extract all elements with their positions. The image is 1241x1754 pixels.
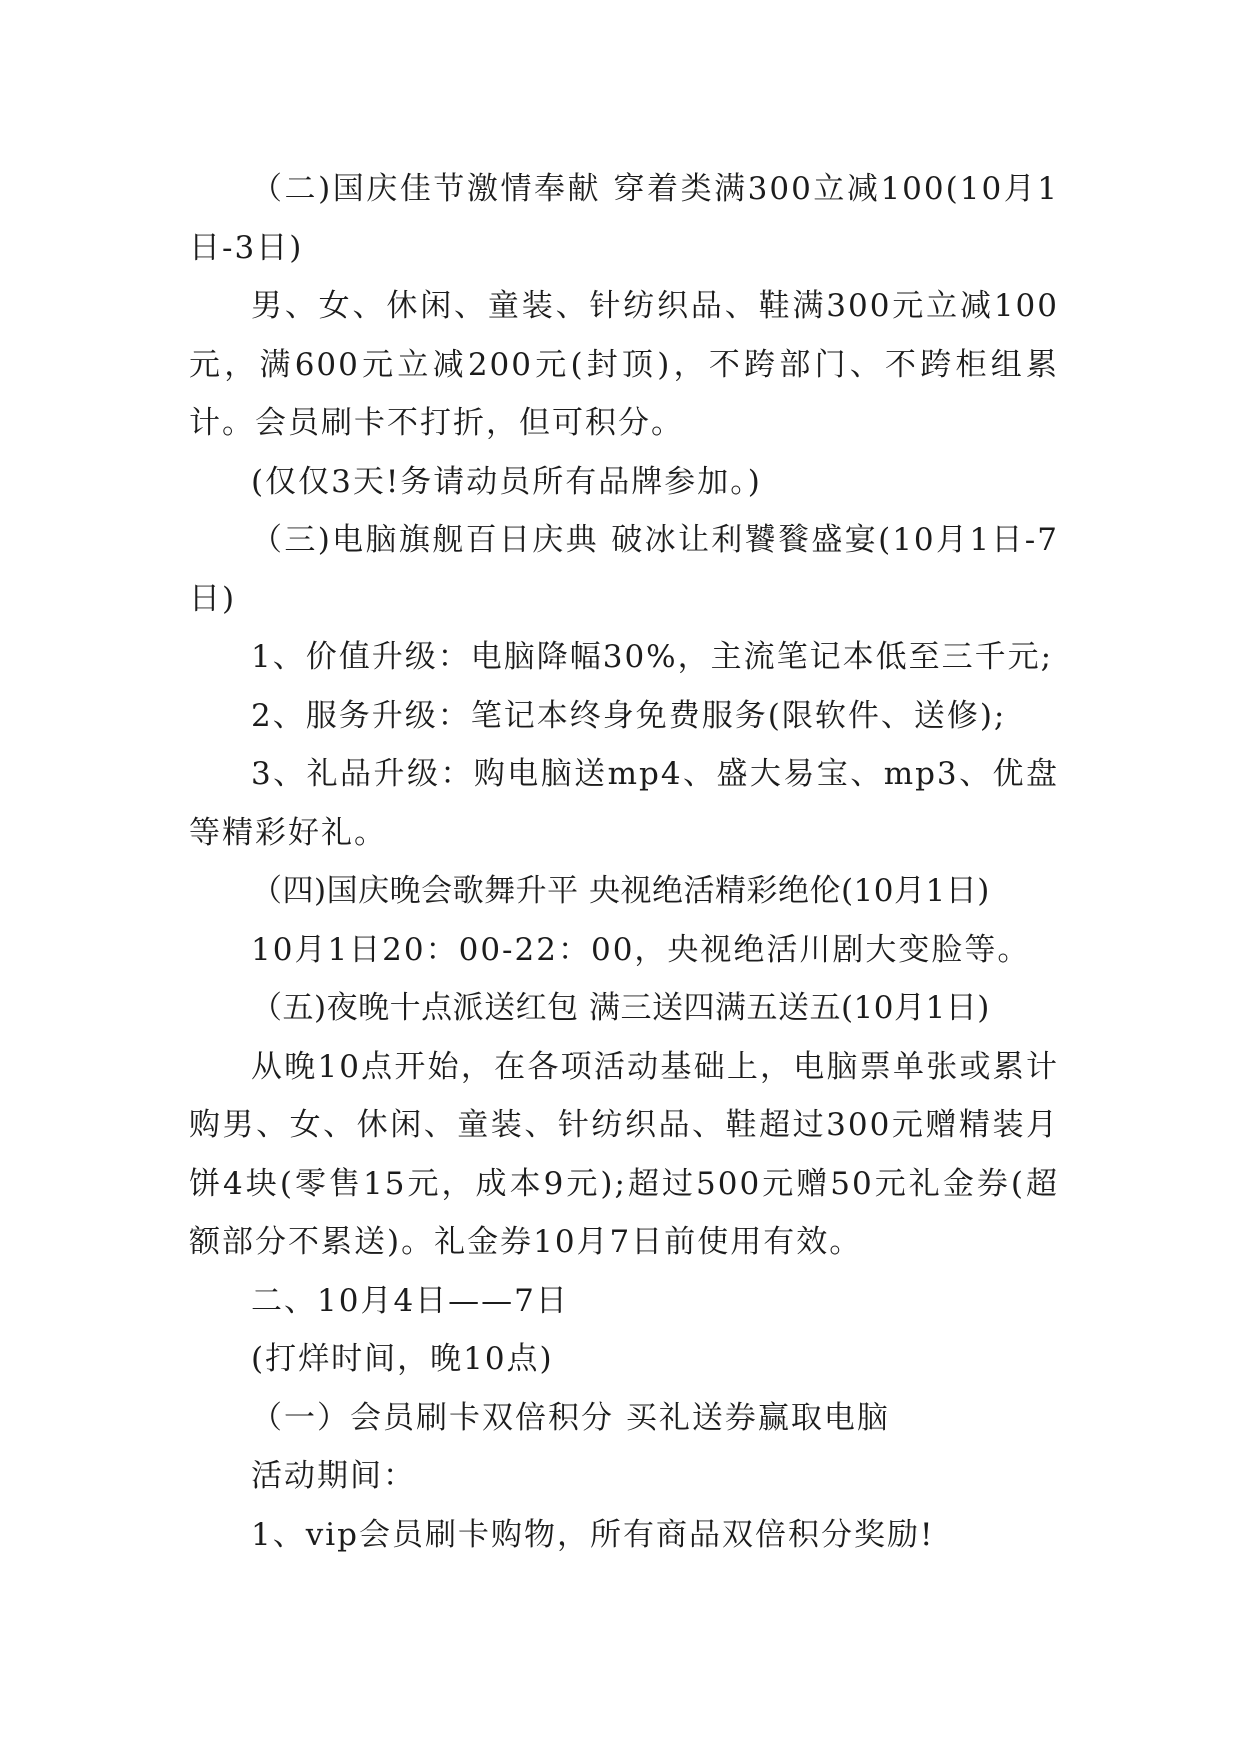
paragraph-section-4-detail: 10月1日20：00-22：00，央视绝活川剧大变脸等。 — [251, 931, 1031, 968]
paragraph-section-3-item-1: 1、价值升级：电脑降幅30%，主流笔记本低至三千元; — [251, 639, 1054, 675]
paragraph-section-4-title: （四)国庆晚会歌舞升平 央视绝活精彩绝伦(10月1日) — [251, 873, 990, 909]
document-body — [189, 160, 1059, 1564]
paragraph-closing-time: (打烊时间，晚10点) — [251, 1341, 554, 1377]
paragraph-section-2-title: （二)国庆佳节激情奉献 穿着类满300立减100(10月1日-3日) — [189, 171, 1059, 266]
paragraph-section-5-title: （五)夜晚十点派送红包 满三送四满五送五(10月1日) — [251, 990, 990, 1026]
paragraph-activity-period: 活动期间： — [251, 1458, 416, 1494]
paragraph-part-2-heading: 二、10月4日——7日 — [251, 1282, 569, 1319]
paragraph-section-3-item-3: 3、礼品升级：购电脑送mp4、盛大易宝、mp3、优盘等精彩好礼。 — [189, 756, 1059, 851]
paragraph-section-2-rules: 男、女、休闲、童装、针纺织品、鞋满300元立减100元，满600元立减200元(封顶)，不跨部门、不跨柜组累计。会员刷卡不打折，但可积分。 — [189, 288, 1059, 441]
paragraph-section-2-note: (仅仅3天!务请动员所有品牌参加。) — [251, 463, 762, 500]
paragraph-part-2-section-1-title: （一）会员刷卡双倍积分 买礼送券赢取电脑 — [251, 1399, 890, 1436]
paragraph-section-3-item-2: 2、服务升级：笔记本终身免费服务(限软件、送修); — [251, 697, 1007, 734]
paragraph-section-5-detail: 从晚10点开始，在各项活动基础上，电脑票单张或累计购男、女、休闲、童装、针纺织品、鞋超过300元赠精装月饼4块(零售15元，成本9元);超过500元赠50元礼金券(超额部分不累送)。礼金券10月7日前使用有效。 — [189, 1048, 1059, 1260]
paragraph-vip-item-1: 1、vip会员刷卡购物，所有商品双倍积分奖励! — [251, 1516, 935, 1553]
paragraph-section-3-title: （三)电脑旗舰百日庆典 破冰让利饕餮盛宴(10月1日-7日) — [189, 522, 1059, 617]
